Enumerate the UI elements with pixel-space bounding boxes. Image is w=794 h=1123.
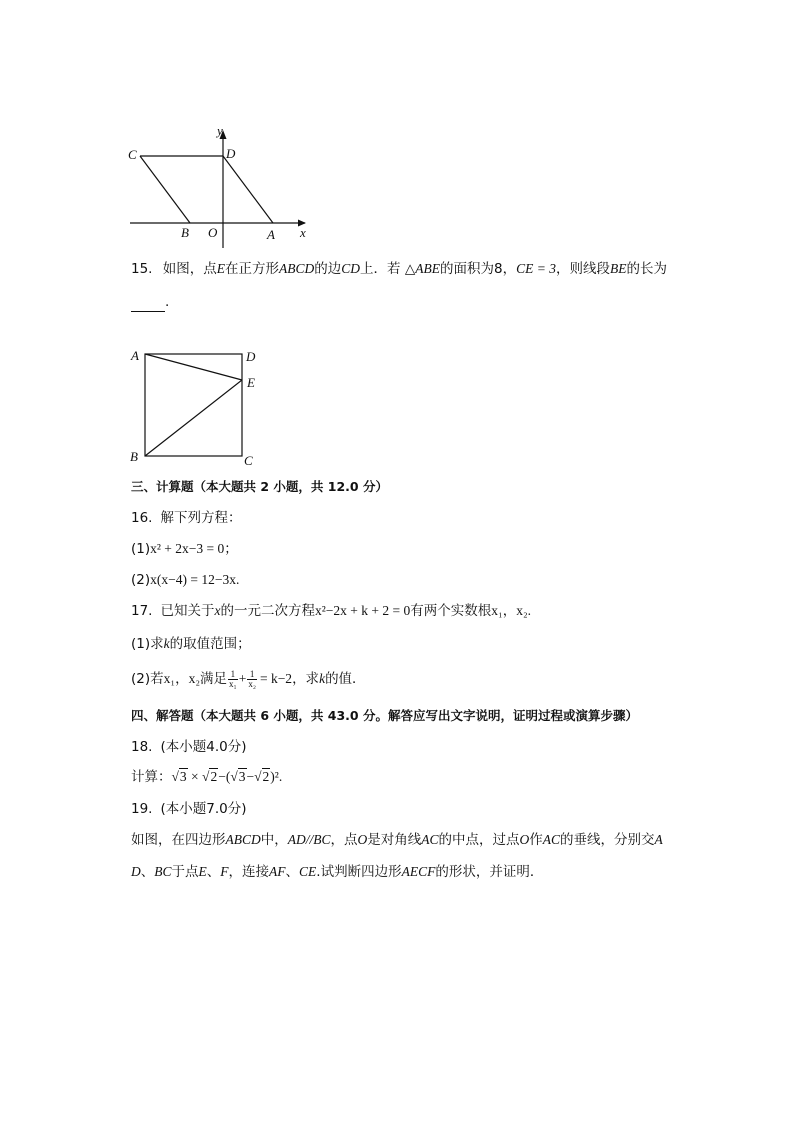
q17-part-2: (2)若x₁，x₂满足 $\frac{1}{\text{x₁}}$ + $\frac{1}{\text{x₂}}$ = k−2，求k的值． [131, 668, 366, 689]
label-A: A [267, 227, 275, 242]
q17-part-1: (1)求k的取值范围； [131, 636, 251, 652]
label-O: O [208, 225, 218, 240]
segment-CB [140, 156, 190, 223]
q15-number: 15. [131, 261, 153, 277]
q15-line: 15. 如图，点E在正方形ABCD的边CD上．若 △ABE的面积为8，CE = 3，则线段BE的长为 [131, 261, 667, 277]
figure-square-ABCD [125, 345, 265, 470]
answer-blank[interactable] [131, 297, 165, 312]
q16-part-2: (2)x(x−4) = 12−3x. [131, 572, 240, 588]
q18-header: 18. (本小题4.0分) [131, 739, 247, 755]
segment-BE [145, 380, 242, 456]
segment-DA [223, 156, 273, 223]
q19-header: 19. (本小题7.0分) [131, 801, 247, 817]
section-3-title: 三、计算题（本大题共 2 小题，共 12.0 分） [131, 479, 388, 494]
label-x: x [300, 225, 306, 240]
label-C: C [128, 147, 137, 162]
q15-answer-blank-line: . [131, 292, 169, 312]
figure-parallelogram-axes [120, 120, 320, 250]
q19-line-1: 如图，在四边形ABCD中，AD//BC，点O是对角线AC的中点，过点O作AC的垂线，分别交A [131, 832, 663, 848]
label-B: B [130, 449, 138, 464]
q18-expression: 计算：√3 × √2−(√3−√2)². [131, 769, 283, 785]
square-outline [145, 354, 242, 456]
segment-AE [145, 354, 242, 380]
section-4-title: 四、解答题（本大题共 6 小题，共 43.0 分。解答应写出文字说明，证明过程或演算步骤） [131, 708, 638, 723]
q17-stem: 17. 已知关于x的一元二次方程x²−2x + k + 2 = 0有两个实数根x₁，x₂. [131, 603, 532, 619]
label-B: B [181, 225, 189, 240]
label-y: y [217, 123, 223, 138]
fraction-1-over-x2: $\frac{1}{\text{x₂}}$ [248, 668, 256, 689]
label-A: A [131, 348, 139, 363]
q19-line-2: D、BC于点E、F，连接AF、CE.试判断四边形AECF的形状，并证明． [131, 864, 544, 880]
label-D: D [226, 146, 236, 161]
fraction-1-over-x1: $\frac{1}{\text{x₁}}$ [229, 668, 237, 689]
q16-stem: 16. 解下列方程： [131, 510, 242, 526]
label-C: C [244, 453, 253, 468]
q16-part-1: (1)x² + 2x−3 = 0； [131, 541, 238, 557]
label-E: E [247, 375, 255, 390]
label-D: D [246, 349, 256, 364]
